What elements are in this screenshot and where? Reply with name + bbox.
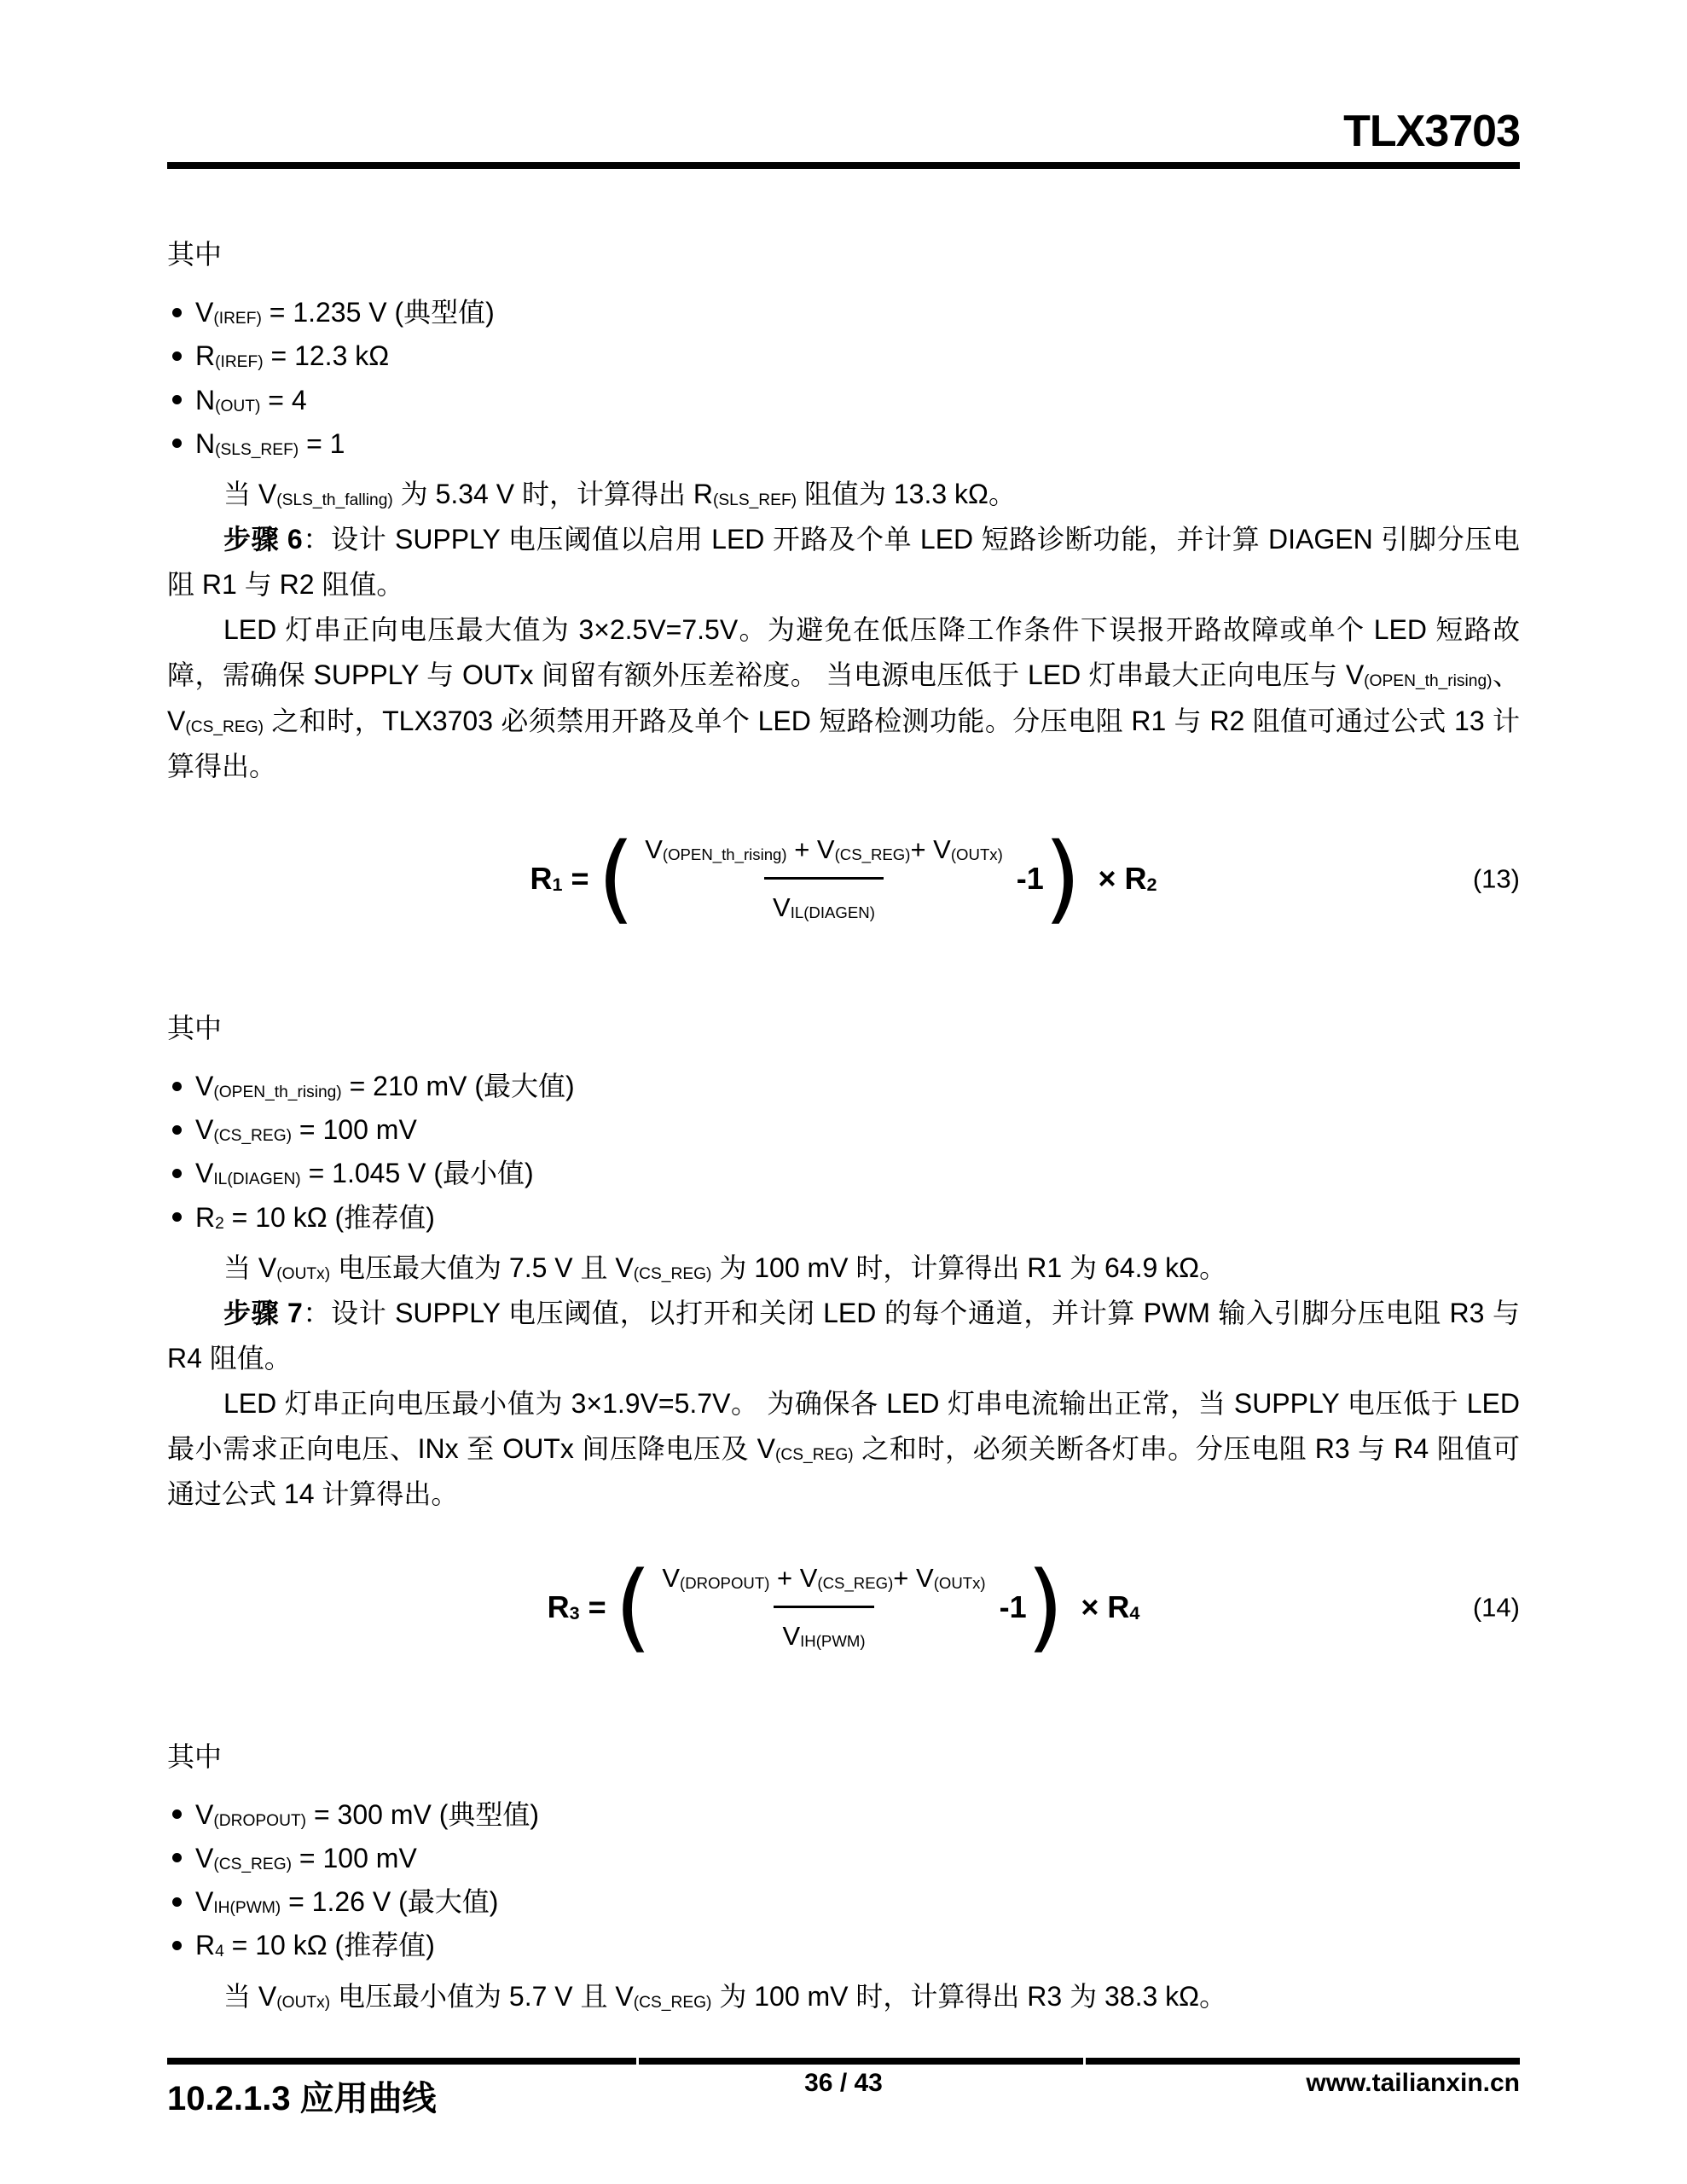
equation-body: R3 = ( $\frac{\text{V(DROPOUT) + V(CS\_REG)+ V(OUTx)}}{\text{VIH(PWM)}}$ -1 ) × R4 [547,1551,1140,1663]
subscript-text: (DROPOUT) [213,1811,307,1830]
bullet-icon [172,1212,182,1222]
subscript-text: (CS_REG) [213,1127,293,1146]
doc-header [167,109,1520,169]
fraction-numerator: V(DROPOUT) + V(CS_REG)+ V(OUTx) [662,1562,986,1593]
subscript-text: (CS_REG) [834,845,911,863]
param-text: VIL(DIAGEN) = 1.045 V (最小值) [195,1158,534,1189]
body-paragraph: LED 灯串正向电压最小值为 3×1.9V=5.7V。 为确保各 LED 灯串电流输出正常，当 SUPPLY 电压低于 LED 最小需求正向电压、INx 至 OUTx 间压降电压及 V(CS_REG) 之和时，必须关断各灯串。分压电阻 R3 与 R4 阻值可通过公式 14 计算得出。 [167,1388,1520,1510]
where-label: 其中 [167,239,223,270]
header-rule [167,162,1520,169]
subscript-text: IL(DIAGEN) [213,1170,301,1189]
param-item [167,426,1520,462]
subscript-text: IH(PWM) [213,1899,281,1917]
param-text: V(CS_REG) = 100 mV [195,1842,417,1873]
param-text: R(IREF) = 12.3 kΩ [195,340,390,372]
subscript-text: (OUTx) [933,1573,986,1592]
document-body [167,232,1520,2127]
subscript-text: (OUT) [215,397,261,415]
subscript-text: IH(PWM) [800,1631,866,1650]
bullet-icon [172,1082,182,1091]
subscript-text: (OPEN_th_rising) [213,1083,342,1101]
subscript-text: (CS_REG) [633,1993,712,2012]
subscript-text: (SLS_th_falling) [276,491,393,509]
fraction-denominator: VIH(PWM) [774,1606,873,1658]
bullet-icon [172,439,182,448]
equation-tail: × R2 [1089,860,1157,896]
equation-number: (13) [1472,863,1520,894]
bullet-icon [172,395,182,404]
result-note: 当 V(OUTx) 电压最大值为 7.5 V 且 V(CS_REG) 为 100 mV 时，计算得出 R1 为 64.9 kΩ。 [223,1252,1227,1283]
subscript-text: IL(DIAGEN) [790,903,875,922]
section-heading: 10.2.1.3 应用曲线 [167,2079,437,2117]
param-item [167,1840,1520,1876]
fraction-numerator: V(OPEN_th_rising) + V(CS_REG)+ V(OUTx) [645,834,1003,864]
param-item [167,1797,1520,1833]
param-text: R4 = 10 kΩ (推荐值) [195,1930,435,1961]
subscript-text: (IREF) [215,353,264,372]
subscript-text: (OUTx) [276,1993,331,2012]
subscript-text: 4 [1129,1601,1140,1623]
param-text: N(SLS_REF) = 1 [195,427,345,459]
subscript-text: (IREF) [213,310,262,328]
subscript-text: 3 [569,1601,580,1623]
subscript-text: 4 [215,1943,224,1961]
equation-lhs: R3 = [547,1589,615,1624]
subscript-text: (CS_REG) [213,1855,293,1873]
subscript-text: 1 [552,874,563,896]
param-text: VIH(PWM) = 1.26 V (最大值) [195,1886,499,1918]
subscript-text: (OUTx) [950,845,1003,863]
doc-footer [167,2058,1520,2098]
param-list [167,1797,1520,1964]
fraction-denominator: VIL(DIAGEN) [764,877,884,929]
param-item [167,1199,1520,1235]
bullet-icon [172,1169,182,1178]
param-item [167,1927,1520,1963]
website-link: www.tailianxin.cn [1306,2069,1520,2097]
equation-minus-one: -1 [1016,860,1044,896]
subscript-text: (CS_REG) [185,717,264,736]
bullet-icon [172,351,182,361]
param-list [167,1068,1520,1235]
subscript-text: (SLS_REF) [712,491,797,509]
bullet-icon [172,1809,182,1819]
subscript-text: (CS_REG) [817,1573,894,1592]
subscript-text: (DROPOUT) [680,1573,770,1592]
param-item [167,1112,1520,1147]
subscript-text: (SLS_REF) [215,440,299,459]
equation-13 [167,815,1520,943]
equation-number: (14) [1472,1591,1520,1622]
fraction [653,1556,994,1658]
param-text: V(DROPOUT) = 300 mV (典型值) [195,1798,540,1830]
footer-rule-notch [636,2058,639,2065]
subscript-text: (CS_REG) [633,1264,712,1283]
param-list [167,294,1520,462]
equation-minus-one: -1 [999,1589,1027,1624]
bullet-icon [172,1941,182,1950]
param-text: V(CS_REG) = 100 mV [195,1114,417,1146]
param-text: V(IREF) = 1.235 V (典型值) [195,297,495,328]
result-note: 当 V(OUTx) 电压最小值为 5.7 V 且 V(CS_REG) 为 100 mV 时，计算得出 R3 为 38.3 kΩ。 [223,1980,1227,2012]
page-number: 36 / 43 [804,2069,883,2097]
subscript-text: 2 [1146,874,1157,896]
param-item [167,1068,1520,1104]
bold-text: 步骤 7 [223,1297,303,1328]
param-item [167,1884,1520,1920]
equation-lhs: R1 = [530,860,598,896]
equation-tail: × R4 [1072,1589,1140,1624]
subscript-text: 2 [215,1214,224,1233]
fraction [636,828,1012,930]
bold-text: 步骤 6 [223,524,303,555]
footer-rule [167,2058,1520,2065]
bullet-icon [172,1125,182,1135]
footer-rule-notch [1083,2058,1086,2065]
body-paragraph: 步骤 7：设计 SUPPLY 电压阈值，以打开和关闭 LED 的每个通道，并计算 PWM 输入引脚分压电阻 R3 与 R4 阻值。 [167,1297,1520,1374]
result-note: 当 V(SLS_th_falling) 为 5.34 V 时，计算得出 R(SLS_REF) 阻值为 13.3 kΩ。 [223,479,1016,510]
subscript-text: (OPEN_th_rising) [662,845,787,863]
subscript-text: (OPEN_th_rising) [1364,672,1493,691]
equation-14 [167,1543,1520,1671]
body-paragraph: LED 灯串正向电压最大值为 3×2.5V=7.5V。为避免在低压降工作条件下误报开路故障或单个 LED 短路故障，需确保 SUPPLY 与 OUTx 间留有额外压差裕度。 当电源电压低于 LED 灯串最大正向电压与 V(OPEN_th_rising)、V(CS_REG) 之和时，TLX3703 必须禁用开路及单个 LED 短路检测功能。分压电阻 R1 与 R2 阻值可通过公式 13 计算得出。 [167,614,1520,781]
param-text: V(OPEN_th_rising) = 210 mV (最大值) [195,1070,575,1101]
bullet-icon [172,308,182,317]
subscript-text: (CS_REG) [774,1446,854,1465]
body-paragraph: 步骤 6：设计 SUPPLY 电压阈值以启用 LED 开路及个单 LED 短路诊断功能，并计算 DIAGEN 引脚分压电阻 R1 与 R2 阻值。 [167,524,1520,601]
bullet-icon [172,1897,182,1907]
footer-row [167,2069,1520,2098]
param-text: N(OUT) = 4 [195,384,307,415]
where-label: 其中 [167,1740,223,1772]
param-item [167,382,1520,418]
doc-title: TLX3703 [1343,107,1520,156]
param-item [167,1155,1520,1191]
param-text: R2 = 10 kΩ (推荐值) [195,1201,435,1233]
param-item [167,294,1520,330]
where-label: 其中 [167,1012,223,1043]
param-item [167,338,1520,374]
bullet-icon [172,1853,182,1862]
equation-body: R1 = ( $\frac{\text{V(OPEN\_th\_rising) + V(CS\_REG)+ V(OUTx)}}{\text{VIL(DIAGEN)}}$ -1 ) × R2 [530,822,1157,934]
subscript-text: (OUTx) [276,1264,331,1283]
